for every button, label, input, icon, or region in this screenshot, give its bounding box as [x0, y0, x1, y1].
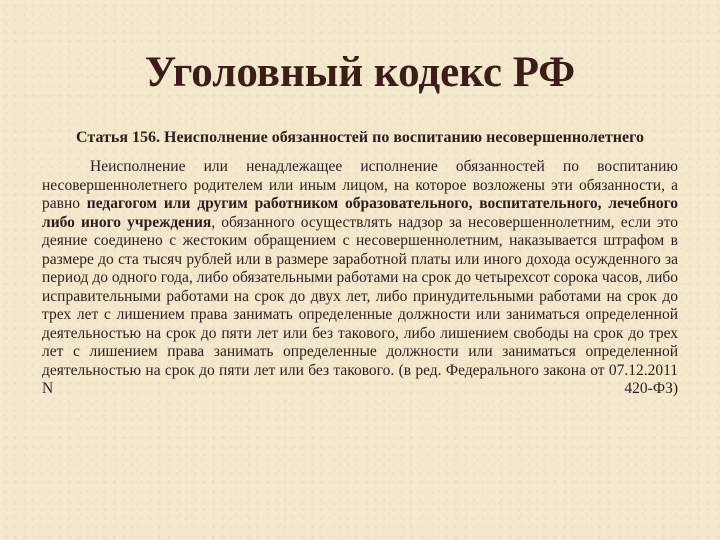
article-body-bold-text: педагогом или другим работником образовательного, воспитательного, лечебного либо иного учреждения — [42, 195, 678, 231]
slide-title: Уголовный кодекс РФ — [144, 49, 576, 96]
article-body-text-end: , обязанного осуществлять надзор за несовершеннолетним, если это деяние соединено с жестоким обращением с несовершеннолетним, наказывается штрафом в размере до ста тысяч рублей или в размере заработной платы или иного дохода осужденного за период до одного года, либо обязательными работами на срок до четырехсот сорока часов, либо исправительными работами на срок до двух лет, либо принудительными работами на срок до трех лет с лишением права занимать определенные должности или заниматься определенной деятельностью на срок до пяти лет или без такового, либо лишением свободы на срок до трех лет с лишением права занимать определенные должности или заниматься определенной деятельностью на срок до пяти лет или без такового. (в ред. Федерального закона от 07.12.2011 N 420-ФЗ) — [42, 213, 678, 397]
article-body — [42, 158, 678, 399]
article-heading: Статья 156. Неисполнение обязанностей по воспитанию несовершеннолетнего — [76, 129, 644, 146]
article-body-text-start: Неисполнение или ненадлежащее исполнение обязанностей по воспитанию несовершеннолетнего родителем или иным лицом, на которое возложены эти обязанности, а равно — [42, 158, 678, 212]
article-block — [42, 128, 678, 399]
